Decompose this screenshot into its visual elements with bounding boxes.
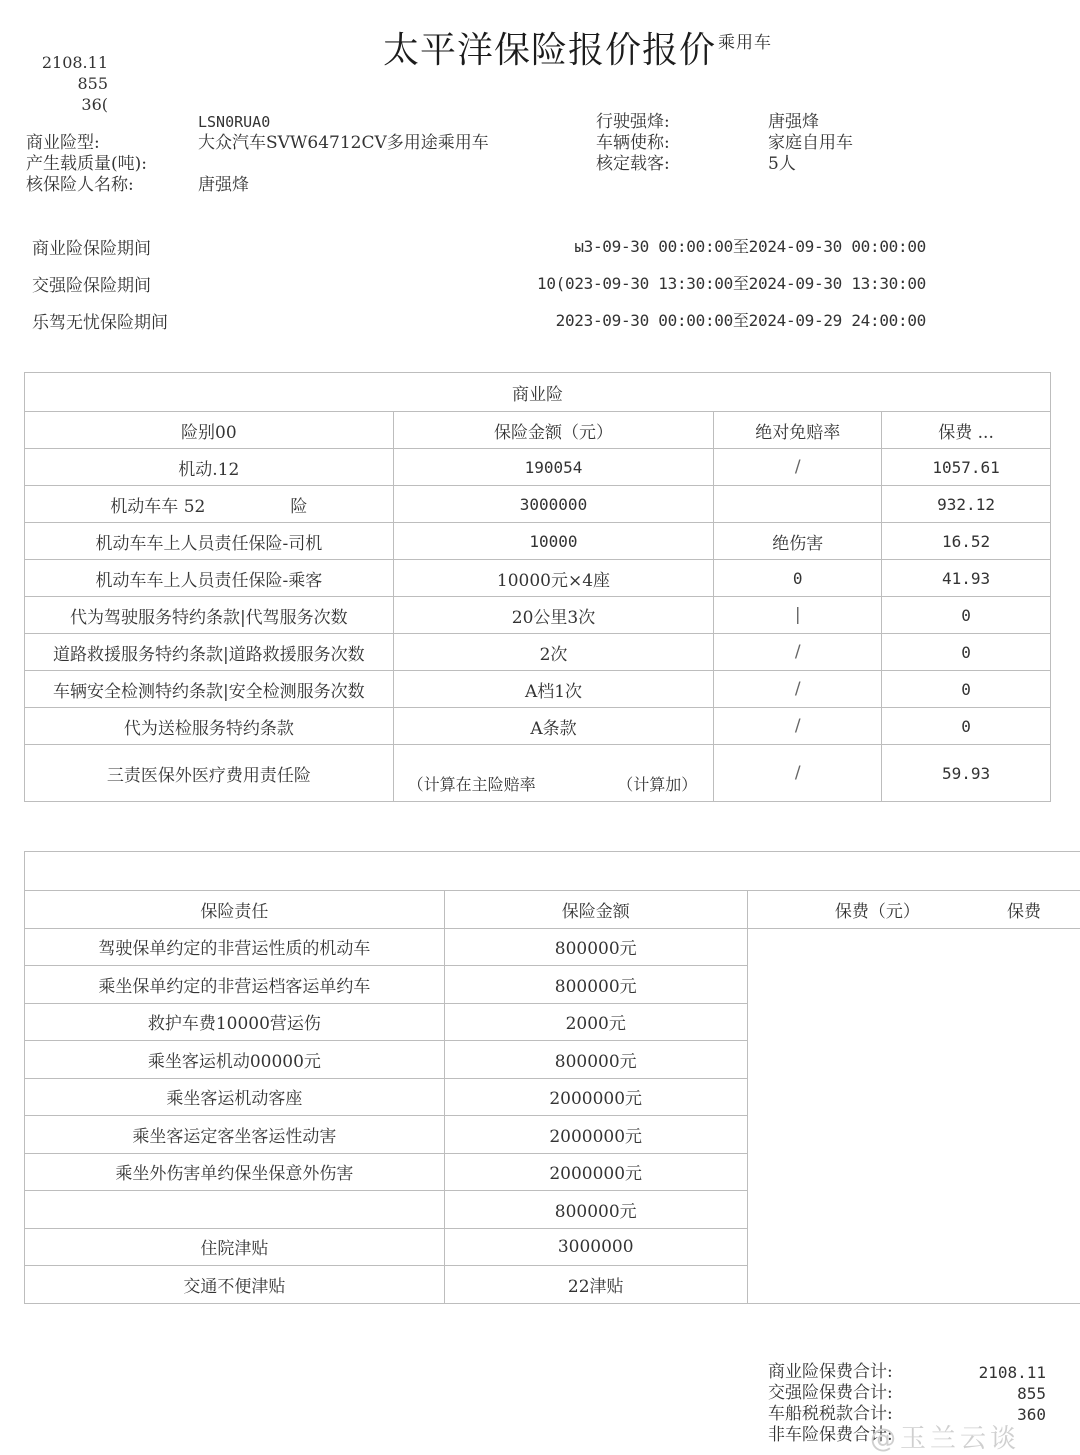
info-label: 行驶强烽: (596, 112, 768, 133)
coverage-name: 道路救援服务特约条款|道路救援服务次数 (25, 634, 394, 671)
coverage-deductible: / (714, 634, 882, 671)
liability-amount: 800000元 (444, 1041, 747, 1079)
liability-name: 乘坐客运定客坐客运性动害 (25, 1116, 445, 1154)
owner-value: 唐强烽 (768, 112, 819, 133)
leju-insurance-table (24, 851, 1080, 1304)
coverage-premium: 0 (882, 597, 1051, 634)
period-leju (32, 308, 926, 345)
liability-name: 驾驶保单约定的非营运性质的机动车 (25, 928, 445, 966)
title-suffix: 乘用车 (718, 33, 772, 53)
liability-amount: 2000000元 (444, 1078, 747, 1116)
coverage-amount-note (393, 745, 714, 802)
info-row-seats (596, 154, 853, 175)
liability-name: 交通不便津贴 (25, 1266, 445, 1304)
period-label: 交强险保险期间 (32, 271, 151, 308)
coverage-deductible (714, 486, 882, 523)
coverage-amount: 10000 (393, 523, 714, 560)
col-header-premium: 保费 ... (882, 412, 1051, 449)
info-row-usage (596, 133, 853, 154)
liability-name: 乘坐客运机动00000元 (25, 1041, 445, 1079)
coverage-premium: 41.93 (882, 560, 1051, 597)
coverage-premium: 932.12 (882, 486, 1051, 523)
document-title (383, 22, 772, 73)
coverage-name: 机动车车上人员责任保险-乘客 (25, 560, 394, 597)
period-label: 乐驾无忧保险期间 (32, 308, 168, 345)
table-row (25, 486, 1051, 523)
coverage-deductible: / (714, 708, 882, 745)
info-row-model (26, 133, 489, 154)
corner-total-commercial: 2108.11 (40, 52, 108, 73)
table-row (25, 928, 1080, 966)
table-row (25, 560, 1051, 597)
commercial-insurance-table (24, 372, 1051, 802)
coverage-deductible: 绝伤害 (714, 523, 882, 560)
col-header-premium: 保费（元） (747, 891, 1007, 929)
coverage-premium: 0 (882, 671, 1051, 708)
col-header-amount: 保险金额（元） (393, 412, 714, 449)
liability-name (25, 1191, 445, 1229)
coverage-deductible: | (714, 597, 882, 634)
liability-name: 救护车费10000营运伤 (25, 1003, 445, 1041)
info-label: 核保险人名称: (26, 175, 198, 196)
liability-name: 乘坐保单约定的非营运档客运单约车 (25, 966, 445, 1004)
liability-amount: 2000000元 (444, 1116, 747, 1154)
col-header-liability: 保险责任 (25, 891, 445, 929)
section-header-row (25, 373, 1051, 412)
title-text: 太平洋保险报价报价 (383, 30, 716, 71)
table-row (25, 634, 1051, 671)
period-compulsory (32, 271, 926, 308)
coverage-amount: 20公里3次 (393, 597, 714, 634)
info-row-insured (26, 175, 489, 196)
coverage-amount: 3000000 (393, 486, 714, 523)
summary-label: 交强险保费合计: (768, 1383, 893, 1404)
usage-value: 家庭自用车 (768, 133, 853, 154)
period-value: 10(023-09-30 13:30:00至2024-09-30 13:30:00 (537, 271, 926, 308)
coverage-deductible: / (714, 745, 882, 802)
corner-total-compulsory: 855 (40, 73, 108, 94)
coverage-name: 车辆安全检测特约条款|安全检测服务次数 (25, 671, 394, 708)
info-label: 产生载质量(吨): (26, 154, 198, 175)
summary-value: 855 (1017, 1383, 1046, 1404)
liability-amount: 800000元 (444, 1191, 747, 1229)
coverage-premium: 1057.61 (882, 449, 1051, 486)
col-header-premium-2: 保费 (1007, 891, 1080, 929)
insured-value: 唐强烽 (198, 175, 249, 196)
coverage-name: 三责医保外医疗费用责任险 (25, 745, 394, 802)
coverage-amount: A档1次 (393, 671, 714, 708)
vin-value: LSN0RUA0 (198, 112, 270, 133)
section-title: 商业险 (25, 373, 1051, 412)
coverage-name: 代为送检服务特约条款 (25, 708, 394, 745)
column-header-row (25, 412, 1051, 449)
liability-amount: 800000元 (444, 966, 747, 1004)
info-row-load (26, 154, 489, 175)
coverage-premium: 16.52 (882, 523, 1051, 560)
coverage-premium: 0 (882, 708, 1051, 745)
coverage-premium: 0 (882, 634, 1051, 671)
liability-name: 乘坐外伤害单约保坐保意外伤害 (25, 1153, 445, 1191)
coverage-premium: 59.93 (882, 745, 1051, 802)
liability-name: 住院津贴 (25, 1228, 445, 1266)
coverage-name: 代为驾驶服务特约条款|代驾服务次数 (25, 597, 394, 634)
vehicle-info-left (26, 112, 489, 196)
premium-blank-area (747, 928, 1080, 1303)
info-label: 车辆使称: (596, 133, 768, 154)
coverage-amount: 10000元×4座 (393, 560, 714, 597)
vehicle-info-right (596, 112, 853, 175)
col-header-coverage: 险别00 (25, 412, 394, 449)
summary-row-compulsory (768, 1383, 1046, 1404)
liability-amount: 3000000 (444, 1228, 747, 1266)
summary-row-commercial (768, 1362, 1046, 1383)
coverage-name: 机动车车上人员责任保险-司机 (25, 523, 394, 560)
period-commercial (32, 234, 926, 271)
note-right: （计算加） (617, 772, 697, 795)
coverage-deductible: / (714, 671, 882, 708)
liability-amount: 2000000元 (444, 1153, 747, 1191)
info-label: 核定载客: (596, 154, 768, 175)
coverage-amount: A条款 (393, 708, 714, 745)
model-value: 大众汽车SVW64712CV多用途乘用车 (198, 133, 489, 154)
col-header-amount: 保险金额 (444, 891, 747, 929)
summary-label: 非车险保费合计: (768, 1425, 893, 1446)
period-value: ы3-09-30 00:00:00至2024-09-30 00:00:00 (574, 234, 926, 271)
note-left: （计算在主险赔率 (408, 772, 536, 795)
col-header-deductible: 绝对免赔率 (714, 412, 882, 449)
info-label (26, 112, 198, 133)
seats-value: 5人 (768, 154, 796, 175)
period-value: 2023-09-30 00:00:00至2024-09-29 24:00:00 (556, 308, 926, 345)
coverage-deductible: / (714, 449, 882, 486)
coverage-amount: 2次 (393, 634, 714, 671)
table-row (25, 671, 1051, 708)
summary-value: 2108.11 (979, 1362, 1046, 1383)
liability-amount: 800000元 (444, 928, 747, 966)
info-label: 商业险型: (26, 133, 198, 154)
watermark: @玉兰云谈 (870, 1418, 1020, 1455)
table-row (25, 597, 1051, 634)
coverage-name: 机动车车 52 险 (25, 486, 394, 523)
coverage-deductible: 0 (714, 560, 882, 597)
table-row (25, 708, 1051, 745)
insurance-periods (32, 234, 926, 345)
corner-totals (40, 52, 108, 115)
summary-value: 360 (1017, 1404, 1046, 1425)
column-header-row (25, 891, 1080, 929)
section-header-row (25, 852, 1080, 891)
table-row (25, 449, 1051, 486)
summary-label: 车船税税款合计: (768, 1404, 893, 1425)
liability-amount: 2000元 (444, 1003, 747, 1041)
table-row (25, 523, 1051, 560)
table-row-medical (25, 745, 1051, 802)
summary-label: 商业险保费合计: (768, 1362, 893, 1383)
info-row-owner (596, 112, 853, 133)
liability-name: 乘坐客运机动客座 (25, 1078, 445, 1116)
coverage-name: 机动.12 (25, 449, 394, 486)
info-row-vin (26, 112, 489, 133)
corner-total-tax: 36( (40, 94, 108, 115)
period-label: 商业险保险期间 (32, 234, 151, 271)
coverage-amount: 190054 (393, 449, 714, 486)
liability-amount: 22津贴 (444, 1266, 747, 1304)
section-title (25, 852, 1080, 891)
